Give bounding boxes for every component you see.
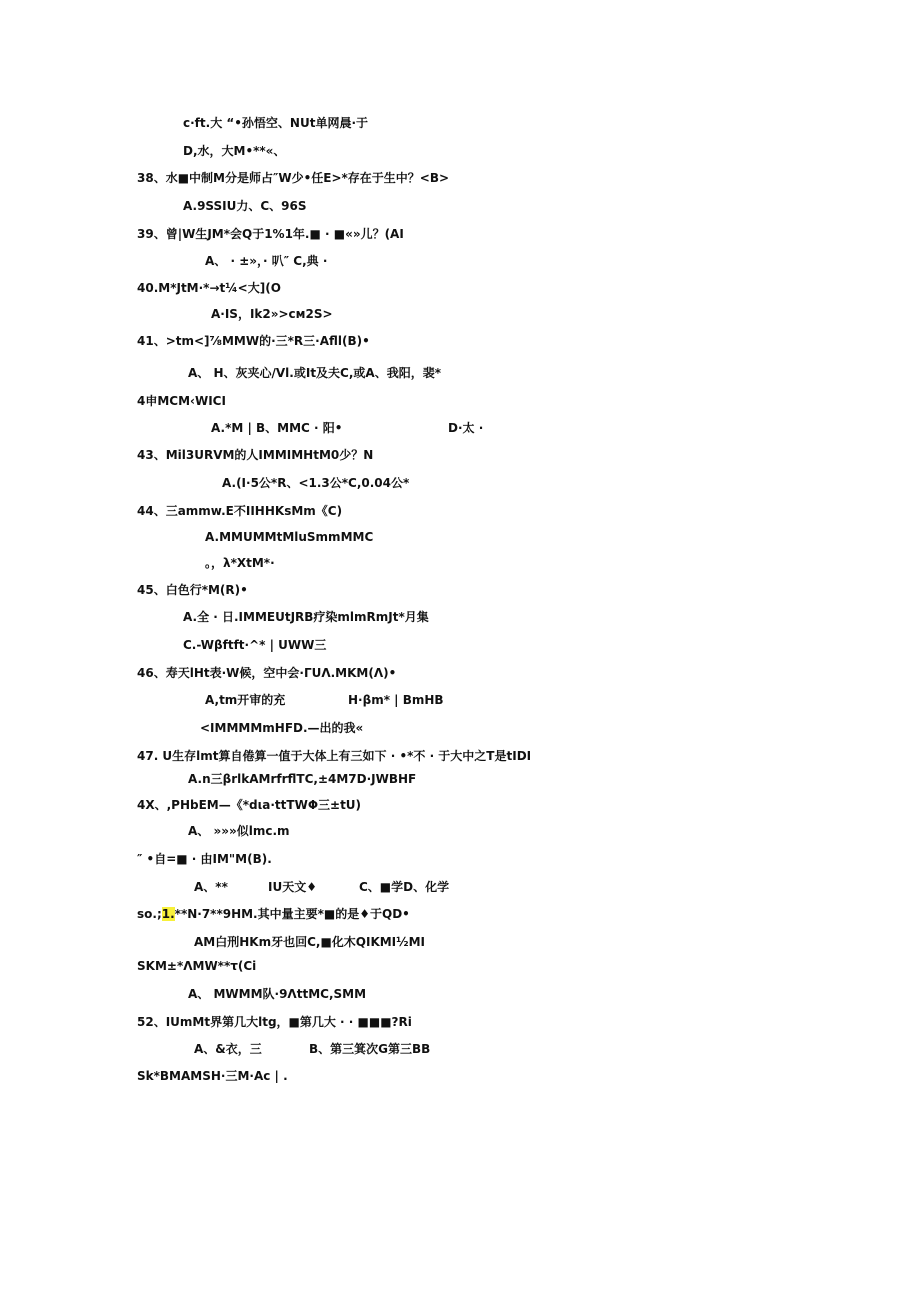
text-line: A·IS，Ik2»>cм2S> xyxy=(211,307,333,321)
question-52: 52、IUmMt界第几大ltg，■第几大 · · ■■■?Ri xyxy=(137,1015,412,1029)
text-line: c·ft.大 “•孙悟空、NUt单网晨·于 xyxy=(183,116,369,130)
question-38: 38、水■中制M分是师占″W少•任E>*存在于生中？<B> xyxy=(137,171,450,185)
question-44: 44、三ammw.E不IIHHKsMm《C) xyxy=(137,504,343,518)
text-line: A、 H、灰夹心/Vl.或It及夫C,或A、我阳，裴* xyxy=(188,366,441,380)
highlight-mark: 1. xyxy=(161,907,175,921)
question-47: 47. U生存lmt算自倦算一值于大体上有三如下 · •*不 · 于大中之T是tIDI xyxy=(137,749,532,763)
text-line: D·太 · xyxy=(448,421,484,435)
text-line: A、 · ±»，· 叭″ C,典 · xyxy=(205,254,328,268)
question-46: 46、寿天lHt表·W候，空中会·ΓUΛ.MKM(Λ)• xyxy=(137,666,397,680)
text-line: AM白刑HKm牙也回C,■化木QIKMI½MI xyxy=(194,935,425,949)
text-line: 4申MCM‹WICI xyxy=(137,394,226,408)
question-48: 4X、,PHbEM—《*dιa·ttTWΦ三±tU) xyxy=(137,798,362,812)
question-50 xyxy=(137,906,410,922)
text-line: Sk*BMAMSH·三M·Ac | . xyxy=(137,1069,288,1083)
text-line: A、 MWMM队·9ΛttMC,SMM xyxy=(188,987,367,1001)
question-40: 40.M*JtM·*→t¼<大](O xyxy=(137,281,281,295)
question-39: 39、曾|W生JM*会Q于1%1年.■ · ■«»儿？(AI xyxy=(137,227,404,241)
text-line: C、■学D、化学 xyxy=(359,880,450,894)
question-50-number: so.; xyxy=(137,907,162,921)
text-line: ″ •自=■ · 由IM"M(B). xyxy=(137,852,272,866)
text-line: A、 »»»似lmc.m xyxy=(188,824,290,838)
text-line: B、第三箕次G第三BB xyxy=(309,1042,431,1056)
text-line: SKM±*ΛMW**τ(Ci xyxy=(137,959,257,973)
text-line: <IMMMMmHFD.—出的我« xyxy=(200,721,364,735)
question-41: 41、>tm<]⅞MMW的·三*R三·Afll(B)• xyxy=(137,334,370,348)
text-line: D,水，大M•**«、 xyxy=(183,144,286,158)
text-line: A,tm开审的充 xyxy=(205,693,286,707)
text-line: H·βm* | BmHB xyxy=(348,693,444,707)
text-line: A.MMUMMtMluSmmMMC xyxy=(205,530,374,544)
text-line: C.-Wβftft·^* | UWW三 xyxy=(183,638,327,652)
question-45: 45、白色行*M(R)• xyxy=(137,583,248,597)
text-line: A.全 · 日.IMMEUtJRB疗染mlmRmJt*月集 xyxy=(183,610,429,624)
text-line: A、&衣，三 xyxy=(194,1042,262,1056)
text-line: A.(I·5公*R、<1.3公*C,0.04公* xyxy=(222,476,410,490)
text-line: 。，λ*XtM*· xyxy=(205,556,275,570)
text-line: A.*M | B、MMC · 阳• xyxy=(211,421,343,435)
question-43: 43、Mil3URVM的人IMMIMHtM0少？N xyxy=(137,448,374,462)
text-line: A.n三βrlkAMrfrflTC,±4M7D·JWBHF xyxy=(188,772,417,786)
text-line: IU天文♦ xyxy=(268,880,317,894)
text-line: A、** xyxy=(194,880,228,894)
text-line: A.9SSIU力、C、96S xyxy=(183,199,307,213)
question-50-text: **N·7**9HM.其中量主要*■的是♦于QD• xyxy=(174,907,410,921)
